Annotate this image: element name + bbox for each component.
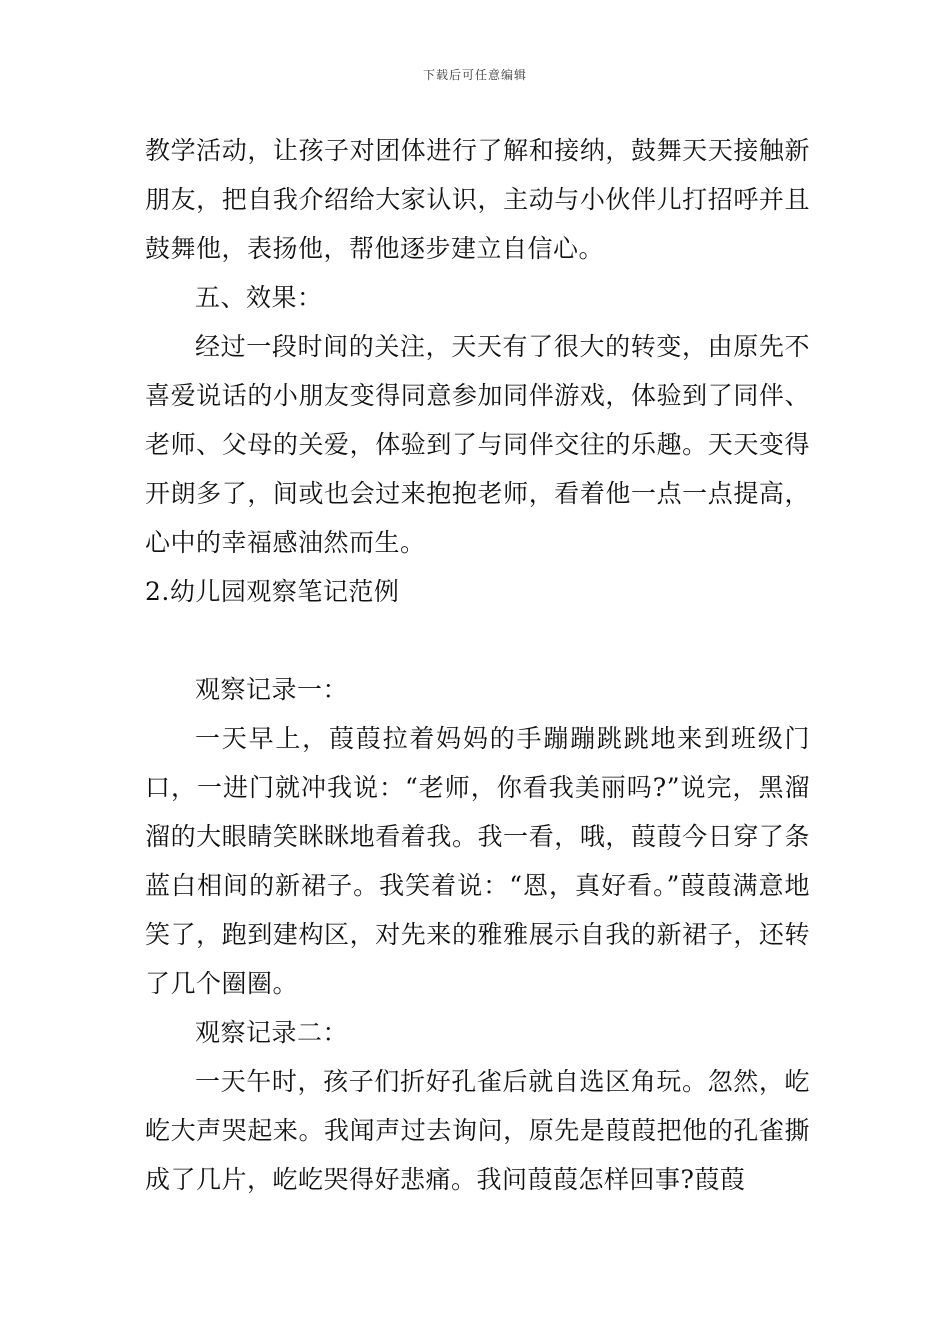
section-heading-examples: 2.幼儿园观察笔记范例 [145, 577, 400, 606]
section-heading-effect: 五、效果： [195, 283, 323, 312]
page-header: 下载后可任意编辑 [422, 68, 527, 82]
document-body [145, 126, 810, 1204]
blank-line [145, 616, 810, 665]
paragraph-continuation: 教学活动，让孩子对团体进行了解和接纳，鼓舞天天接触新朋友，把自我介绍给大家认识，主动与小伙伴儿打招呼并且鼓舞他，表扬他，帮他逐步建立自信心。 [145, 136, 810, 263]
record-heading-one: 观察记录一： [195, 675, 349, 704]
paragraph-effect: 经过一段时间的关注，天天有了很大的转变，由原先不喜爱说话的小朋友变得同意参加同伴游戏，体验到了同伴、老师、父母的关爱，体验到了与同伴交往的乐趣。天天变得开朗多了，间或也会过来抱抱老师，看着他一点一点提高，心中的幸福感油然而生。 [145, 332, 810, 557]
record-heading-two: 观察记录二： [195, 1018, 349, 1047]
paragraph-record-one: 一天早上，葭葭拉着妈妈的手蹦蹦跳跳地来到班级门口，一进门就冲我说：“老师，你看我美丽吗?”说完，黑溜溜的大眼睛笑眯眯地看着我。我一看，哦，葭葭今日穿了条蓝白相间的新裙子。我笑着说：“恩，真好看。”葭葭满意地笑了，跑到建构区，对先来的雅雅展示自我的新裙子，还转了几个圈圈。 [145, 724, 810, 998]
paragraph-record-two: 一天午时，孩子们折好孔雀后就自选区角玩。忽然，屹屹大声哭起来。我闻声过去询问，原先是葭葭把他的孔雀撕成了几片，屹屹哭得好悲痛。我问葭葭怎样回事?葭葭 [145, 1067, 810, 1194]
